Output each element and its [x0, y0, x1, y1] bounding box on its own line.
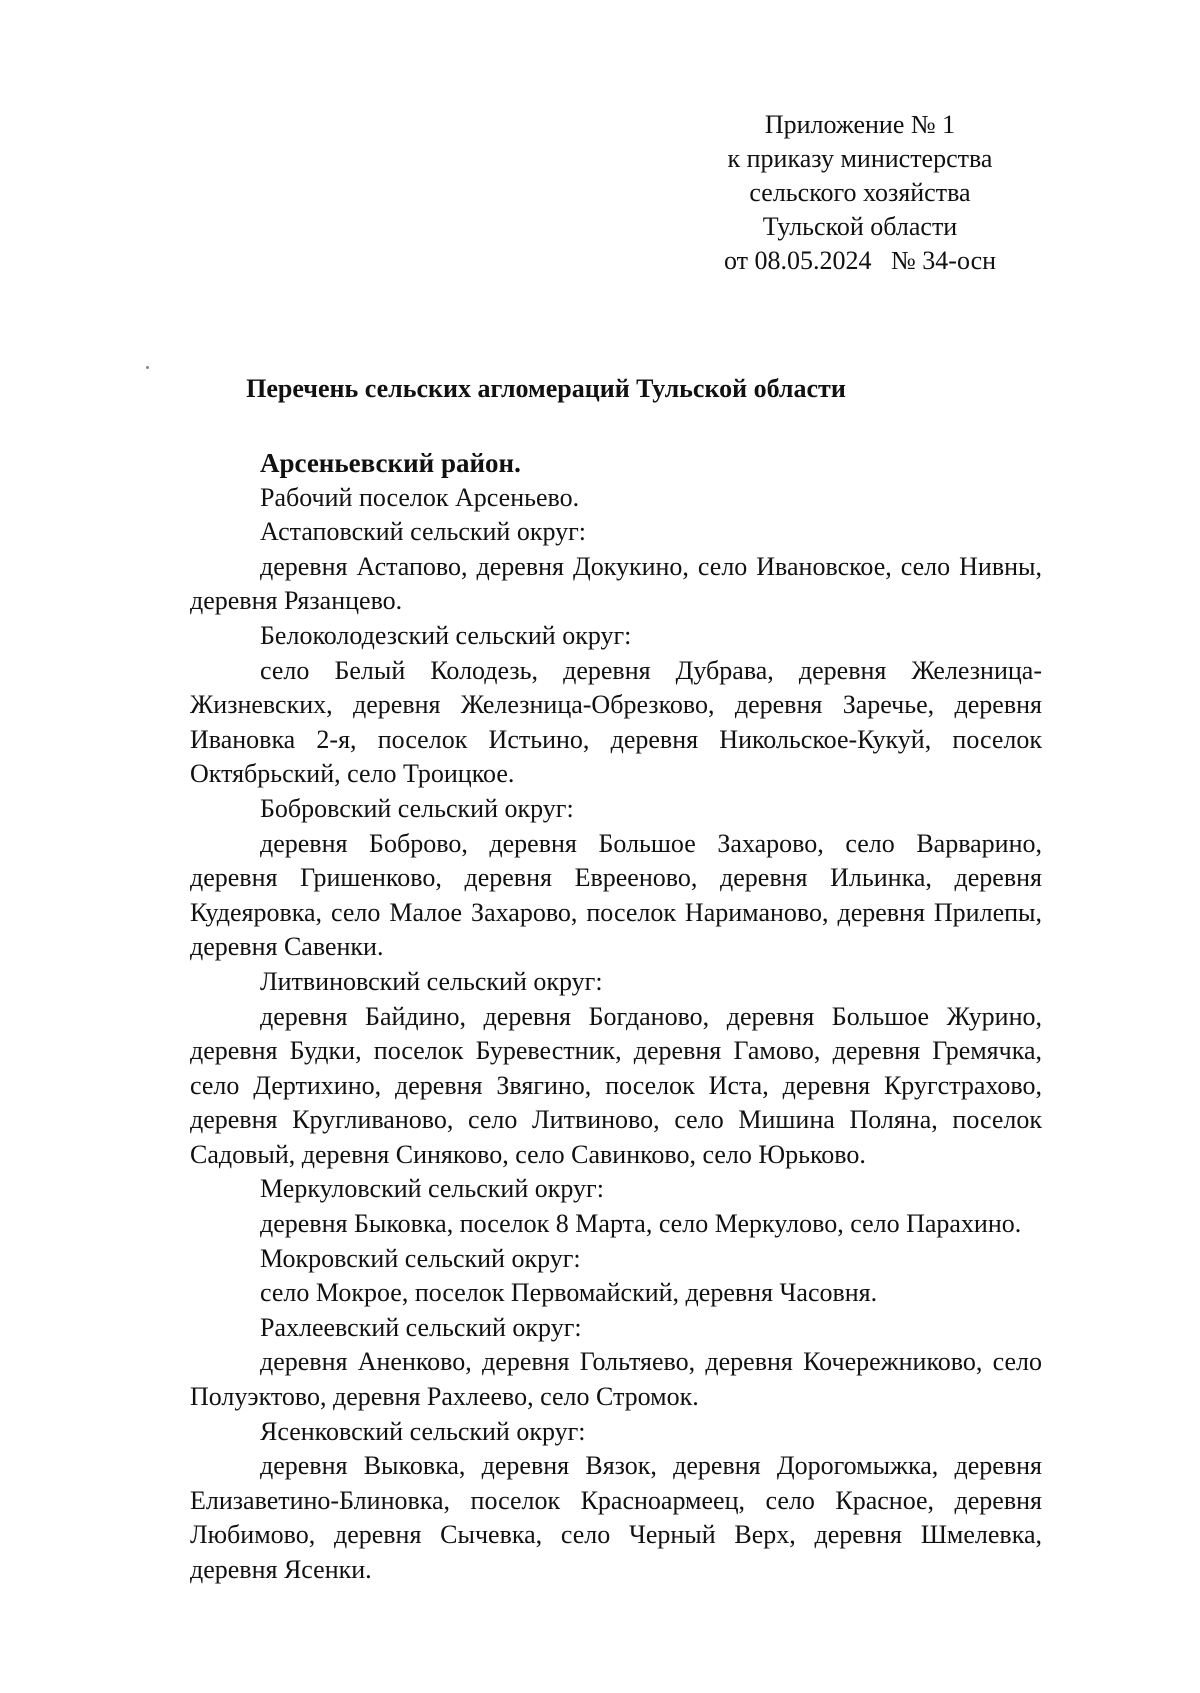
approval-line: к приказу министерства — [727, 144, 993, 173]
okrug-villages: деревня Быковка, поселок 8 Марта, село Меркулово, село Парахино. — [260, 1209, 1022, 1239]
okrug-name: Белоколодезский сельский округ: — [260, 620, 632, 650]
document-title: Перечень сельских агломераций Тульской области — [246, 374, 846, 403]
okrug-villages: деревня Астапово, деревня Докукино, село Ивановское, село Нивны, деревня Рязанцево. — [190, 551, 1042, 616]
approval-block — [690, 108, 1030, 278]
document-body — [190, 446, 1042, 1588]
okrug-name: Мокровский сельский округ: — [260, 1243, 581, 1273]
okrug-name: Рахлеевский сельский округ: — [260, 1312, 582, 1342]
okrug-name: Ясенковский сельский округ: — [260, 1416, 586, 1446]
okrug-villages: деревня Байдино, деревня Богданово, деревня Большое Журино, деревня Будки, поселок Буревестник, деревня Гамово, деревня Гремячка, село Дертихино, деревня Звягино, поселок Иста, деревня Кругстрахово, деревня Кругливаново, село Литвиново, село Мишина Поляна, поселок Садовый, деревня Синяково, село Савинково, село Юрьково. — [190, 1001, 1042, 1169]
approval-line: Приложение № 1 — [764, 110, 956, 139]
okrug-villages: деревня Аненково, деревня Гольтяево, деревня Кочережниково, село Полуэктово, деревня Рахлеево, село Стромок. — [190, 1347, 1042, 1412]
settlement-line: Рабочий поселок Арсеньево. — [260, 482, 580, 512]
approval-line: Тульской области — [762, 212, 958, 241]
okrug-villages: село Белый Колодезь, деревня Дубрава, деревня Железница-Жизневских, деревня Железница-Обрезково, деревня Заречье, деревня Ивановка 2-я, поселок Истьино, деревня Никольское-Кукуй, поселок Октябрьский, село Троицкое. — [190, 655, 1042, 789]
okrug-name: Астаповский сельский округ: — [260, 517, 586, 547]
approval-line: сельского хозяйства — [749, 178, 971, 207]
okrug-name: Бобровский сельский округ: — [260, 793, 574, 823]
okrug-name: Литвиновский сельский округ: — [260, 966, 603, 996]
scan-speck — [146, 366, 149, 369]
okrug-villages: деревня Боброво, деревня Большое Захарово, село Варварино, деревня Гришенково, деревня Евреeново, деревня Ильинка, деревня Кудеяровка, село Малое Захарово, поселок Нариманово, деревня Прилепы, деревня Савенки. — [190, 828, 1042, 962]
okrug-villages: село Мокрое, поселок Первомайский, деревня Часовня. — [260, 1278, 878, 1308]
okrug-villages: деревня Выковка, деревня Вязок, деревня Дорогомыжка, деревня Елизаветино-Блиновка, поселок Красноармеец, село Красное, деревня Любимово, деревня Сычевка, село Черный Верх, деревня Шмелевка, деревня Ясенки. — [190, 1451, 1042, 1584]
district-heading: Арсеньевский район. — [260, 448, 521, 478]
approval-line: от 08.05.2024 № 34-осн — [723, 246, 997, 275]
okrug-name: Меркуловский сельский округ: — [260, 1174, 604, 1204]
